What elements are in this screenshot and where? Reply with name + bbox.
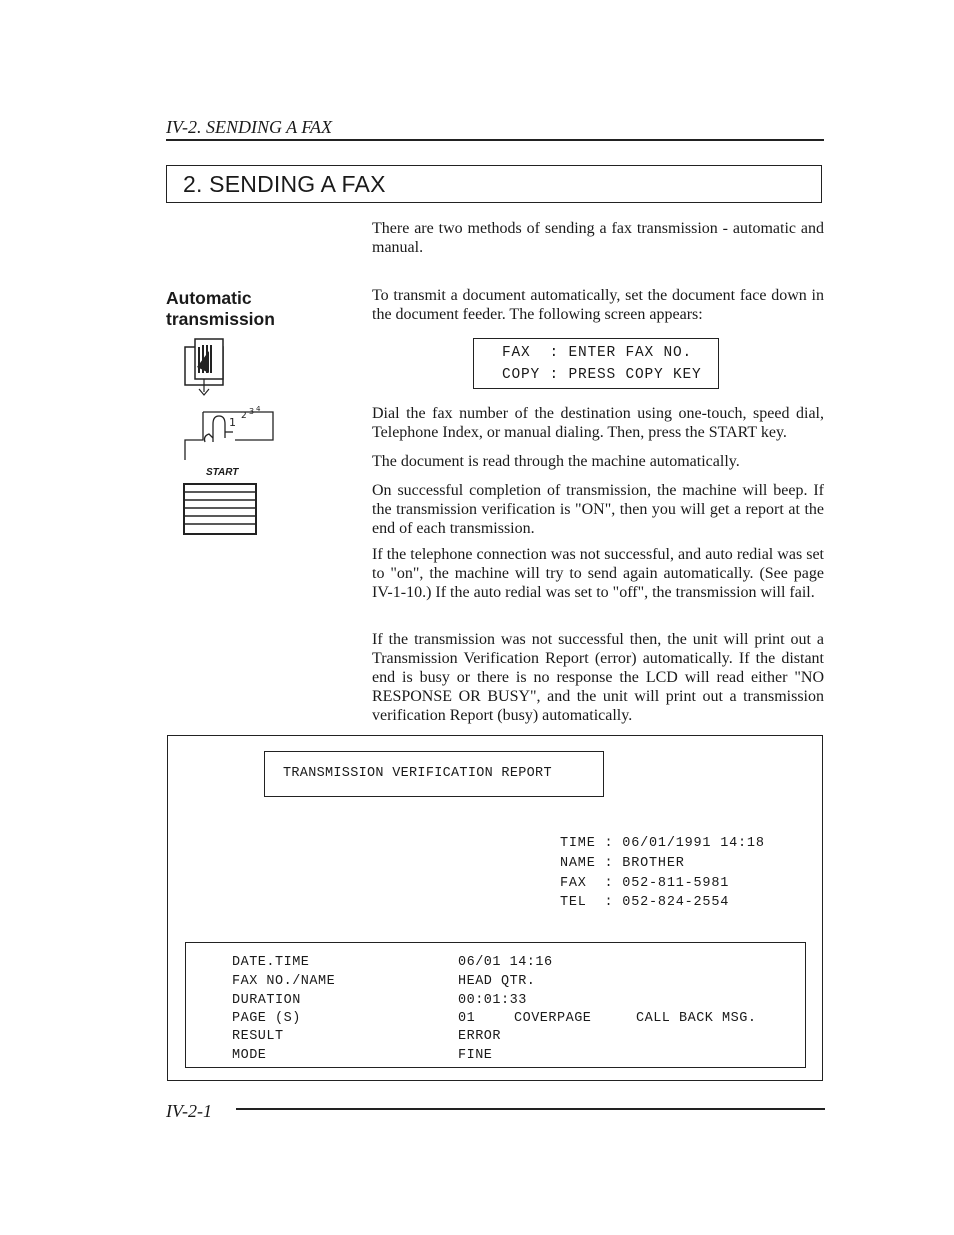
- one-touch-dial-icon: [183, 402, 278, 464]
- report-tel: TEL : 052-824-2554: [560, 895, 730, 910]
- running-head: IV-2. SENDING A FAX: [166, 117, 332, 137]
- report-row-value: FINE: [458, 1048, 493, 1063]
- report-row-value: 00:01:33: [458, 993, 527, 1008]
- paragraph-set-document: To transmit a document automatically, set the document face down in the document feeder. The following screen appears:: [372, 287, 824, 323]
- report-row-label: FAX NO./NAME: [232, 974, 336, 989]
- paragraph-completion: On successful completion of transmission, the machine will beep. If the transmission verification is "ON", then you will get a report at the end of each transmission.: [372, 482, 824, 537]
- paragraph-read: The document is read through the machine automatically.: [372, 453, 740, 470]
- report-row-label: DATE.TIME: [232, 955, 310, 970]
- page-title: 2. SENDING A FAX: [183, 171, 386, 197]
- report-row-label: RESULT: [232, 1029, 284, 1044]
- report-coverpage: COVERPAGE: [514, 1011, 592, 1026]
- lcd-line-2: COPY : PRESS COPY KEY: [502, 367, 702, 383]
- svg-text:3: 3: [249, 407, 255, 416]
- report-row-value: HEAD QTR.: [458, 974, 536, 989]
- report-title: TRANSMISSION VERIFICATION REPORT: [283, 766, 552, 781]
- report-row-label: MODE: [232, 1048, 267, 1063]
- footer-rule: [236, 1108, 825, 1110]
- report-row-label: PAGE (S): [232, 1011, 301, 1026]
- report-time: TIME : 06/01/1991 14:18: [560, 836, 765, 851]
- report-name: NAME : BROTHER: [560, 856, 685, 871]
- svg-text:2: 2: [241, 411, 247, 421]
- report-fax: FAX : 052-811-5981: [560, 876, 730, 891]
- report-row-value: ERROR: [458, 1029, 502, 1044]
- start-key-icon: [183, 483, 259, 541]
- svg-text:4: 4: [256, 405, 261, 413]
- report-row-value: 01: [458, 1011, 476, 1026]
- start-key-label: START: [206, 467, 239, 478]
- report-callback-msg: CALL BACK MSG.: [636, 1011, 757, 1026]
- report-row-label: DURATION: [232, 993, 301, 1008]
- document-feeder-icon: [183, 337, 227, 401]
- intro-paragraph: There are two methods of sending a fax transmission - automatic and manual.: [372, 220, 824, 256]
- paragraph-redial: If the telephone connection was not successful, and auto redial was set to "on", the machine will try to send again automatically. (See page IV-1-10.) If the auto redial was set to "off", the transmission will fail.: [372, 546, 824, 601]
- header-rule: [166, 139, 824, 141]
- lcd-line-1: FAX : ENTER FAX NO.: [502, 345, 693, 361]
- page-number: IV-2-1: [166, 1101, 212, 1121]
- paragraph-dial: Dial the fax number of the destination using one-touch, speed dial, Telephone Index, or manual dialing. Then, press the START key.: [372, 405, 824, 441]
- side-heading: Automatic transmission: [166, 288, 275, 329]
- svg-text:1: 1: [229, 416, 236, 429]
- report-row-value: 06/01 14:16: [458, 955, 553, 970]
- paragraph-error: If the transmission was not successful then, the unit will print out a Transmission Verification Report (error) automatically. If the distant end is busy or there is no response the LCD will read either "NO RESPONSE OR BUSY", and the unit will print out a transmission verification Report (busy) automatically.: [372, 631, 824, 724]
